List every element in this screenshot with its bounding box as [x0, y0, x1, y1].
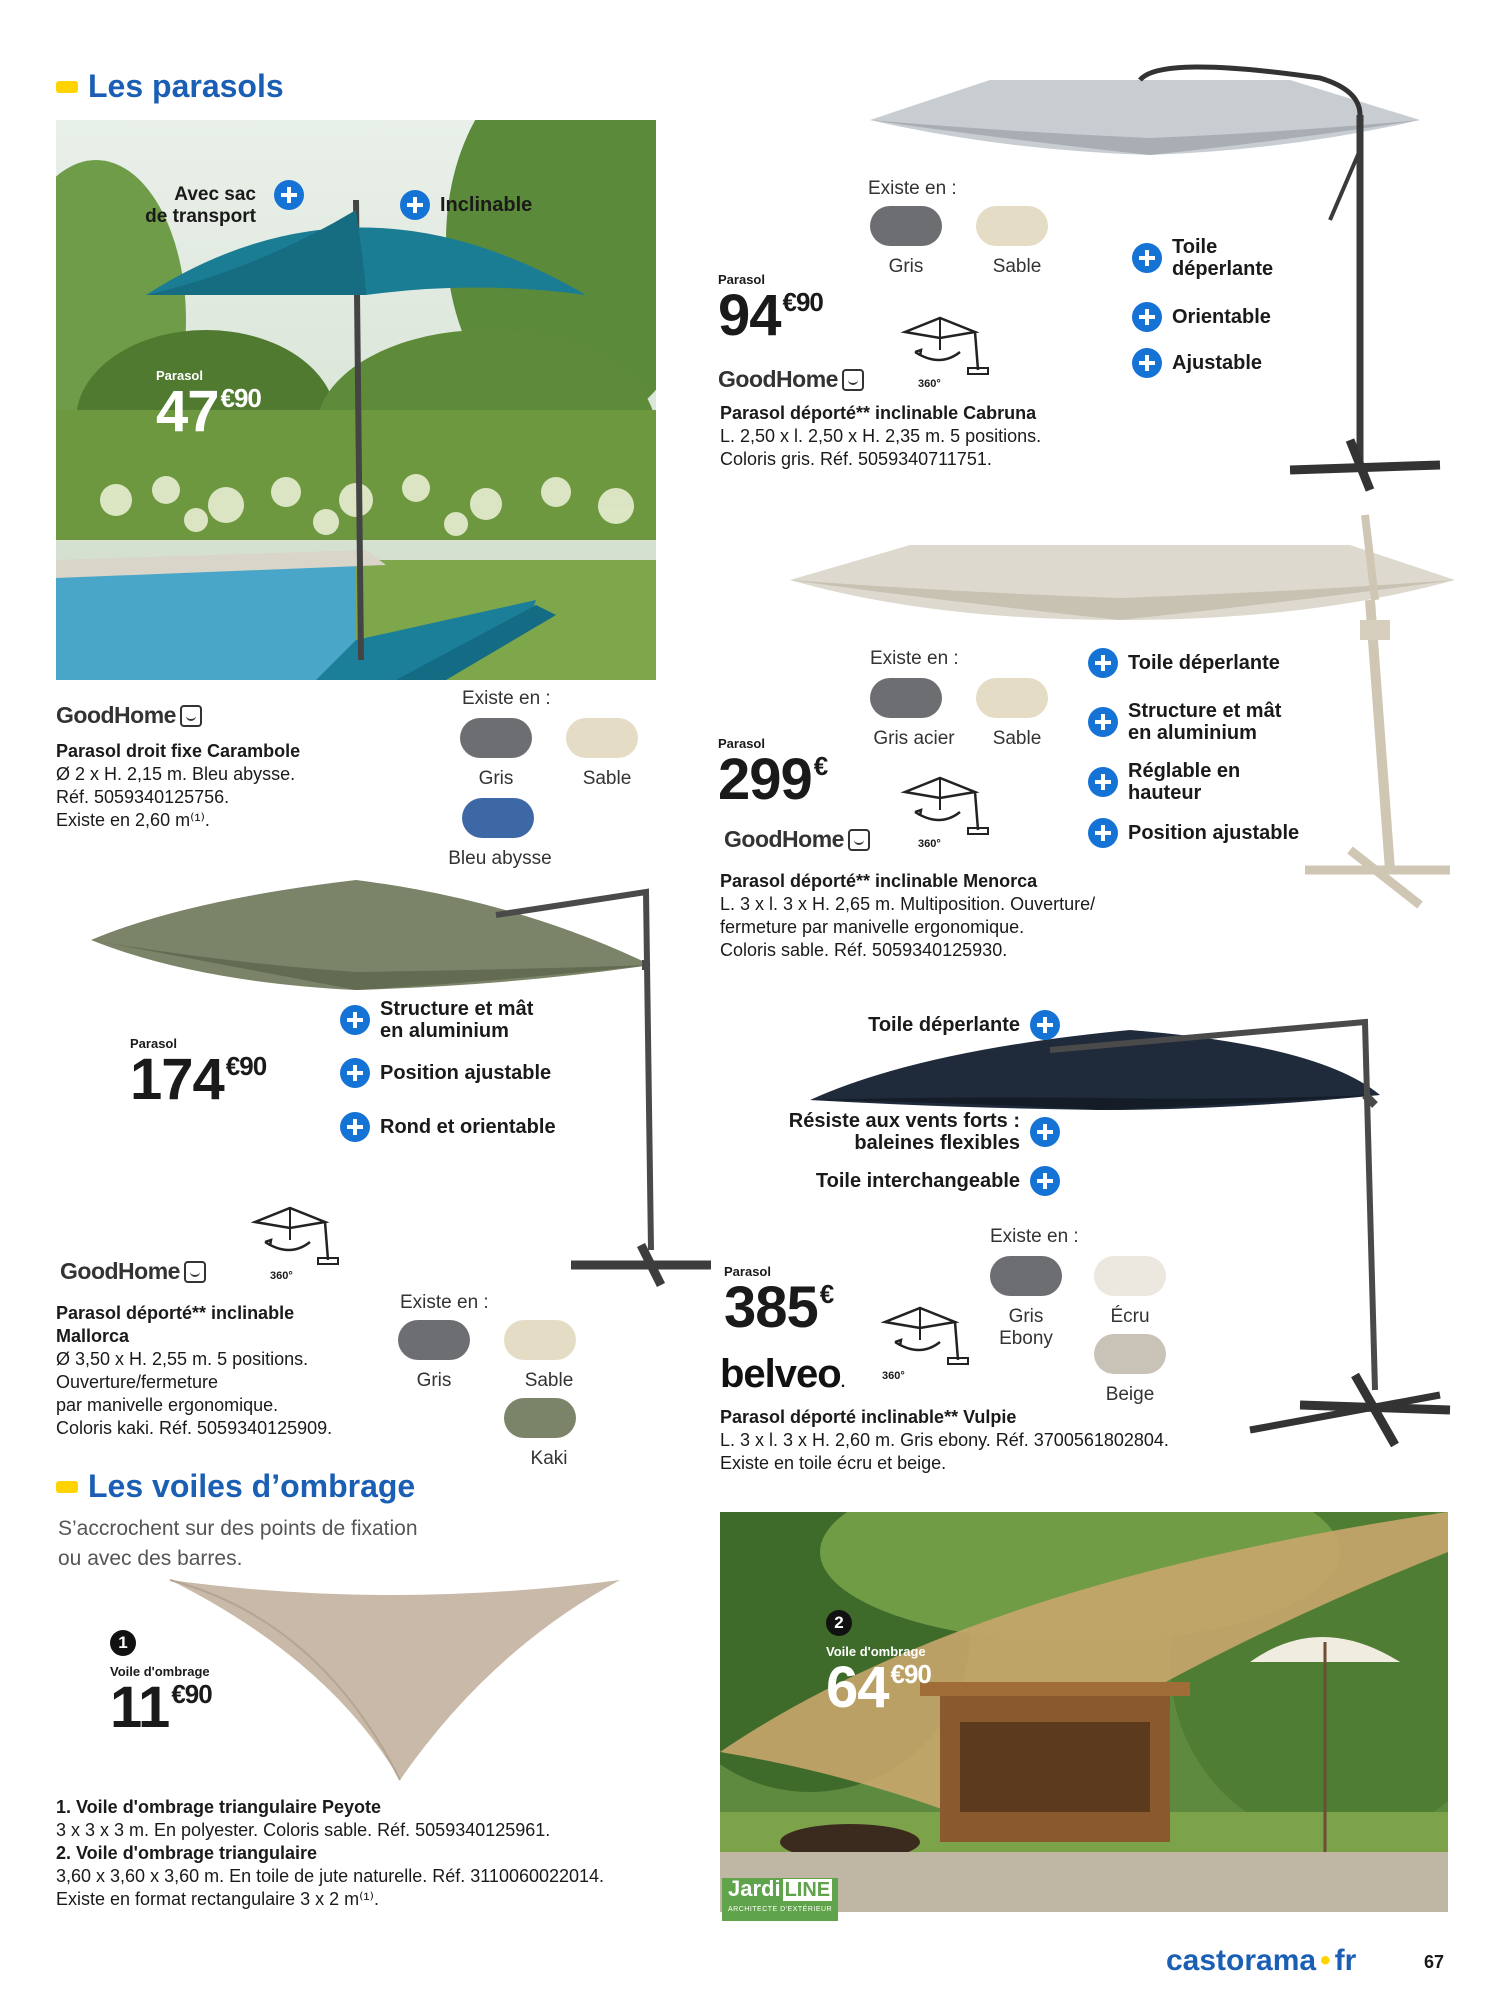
goodhome-logo-icon: [848, 829, 870, 851]
number-badge: 1: [110, 1630, 136, 1656]
rotation-label: 360°: [918, 838, 941, 850]
swatch-bleu-abysse: [462, 798, 534, 838]
swatch-gris: [398, 1320, 470, 1360]
feature-orientable: Orientable: [1132, 302, 1271, 332]
swatch-gris-ebony: [990, 1256, 1062, 1296]
feature-resiste-vents: Résiste aux vents forts : baleines flexibles: [700, 1110, 1060, 1154]
description-menorca: Parasol déporté** inclinable Menorca L. 3 x l. 3 x H. 2,65 m. Multiposition. Ouverture/ fermeture par manivelle ergonomique. Coloris sable. Réf. 5059340125930.: [720, 871, 1096, 960]
swatch-label: Sable: [582, 768, 632, 789]
swatch-sable: [566, 718, 638, 758]
swatch-sable: [976, 678, 1048, 718]
goodhome-logo-icon: [180, 705, 202, 727]
swatch-label: Bleu abysse: [448, 848, 552, 869]
feature-inclinable: Inclinable: [400, 190, 532, 220]
swatch-label: Gris Ebony: [999, 1306, 1053, 1349]
page-number: 67: [1424, 1952, 1445, 1972]
price-block-voile-jute: Voile d'ombrage 64 €90: [826, 1644, 931, 1720]
number-badge: 2: [826, 1610, 852, 1636]
existe-label: Existe en :: [400, 1292, 489, 1313]
swatch-sable: [976, 206, 1048, 246]
brand-goodhome: GoodHome: [724, 826, 870, 853]
existe-label: Existe en :: [870, 648, 959, 669]
description-carambole: Parasol droit fixe Carambole Ø 2 x H. 2,15 m. Bleu abysse. Réf. 5059340125756. Existe en 2,60 m⁽¹⁾.: [56, 741, 301, 830]
price-block-carambole: Parasol 47 €90: [156, 368, 261, 444]
feature-position-ajustable: Position ajustable: [340, 1058, 551, 1088]
rotation-label: 360°: [270, 1270, 293, 1282]
rotation-label: 360°: [918, 378, 941, 390]
swatch-label: Kaki: [530, 1448, 568, 1469]
price-block-menorca: Parasol 299 €: [718, 736, 828, 812]
feature-rond-orientable: Rond et orientable: [340, 1112, 556, 1142]
swatch-label: Gris: [888, 256, 924, 277]
rotation-360-icon: [900, 310, 990, 380]
feature-ajustable: Ajustable: [1132, 348, 1262, 378]
rotation-label: 360°: [882, 1370, 905, 1382]
plus-icon: [274, 180, 304, 210]
existe-label: Existe en :: [868, 178, 957, 199]
description-vulpie: Parasol déporté inclinable** Vulpie L. 3 x l. 3 x H. 2,60 m. Gris ebony. Réf. 3700561802804. Existe en toile écru et beige.: [720, 1407, 1169, 1473]
swatch-label: Beige: [1105, 1384, 1155, 1405]
description-voiles: 1. Voile d'ombrage triangulaire Peyote 3 x 3 x 3 m. En polyester. Coloris sable. Réf. 5059340125961. 2. Voile d'ombrage triangulaire 3,60 x 3,60 x 3,60 m. En toile de jute naturelle. Réf. 3110060022014. Existe en format rectangulaire 3 x 2 m⁽¹⁾.: [56, 1797, 605, 1909]
swatch-label: Gris acier: [873, 728, 955, 749]
brand-goodhome: GoodHome: [56, 702, 202, 729]
existe-label: Existe en :: [990, 1226, 1079, 1247]
feature-toile-deperlante: Toile déperlante: [1132, 236, 1273, 280]
plus-icon: [1088, 818, 1118, 848]
swatch-kaki: [504, 1398, 576, 1438]
brand-belveo: belveo.: [720, 1352, 845, 1396]
swatch-label: Gris: [478, 768, 514, 789]
plus-icon: [1030, 1117, 1060, 1147]
rotation-360-icon: [880, 1300, 970, 1370]
rotation-360-icon: [250, 1200, 340, 1270]
feature-bag-label: Avec sac de transport: [145, 184, 256, 227]
title-marker: [56, 1481, 78, 1493]
section-title-voiles: Les voiles d’ombrage: [56, 1468, 415, 1505]
description-mallorca: Parasol déporté** inclinable Mallorca Ø 3,50 x H. 2,55 m. 5 positions. Ouverture/fermeture par manivelle ergonomique. Coloris kaki. Réf. 5059340125909.: [56, 1303, 333, 1438]
feature-toile-deperlante: Toile déperlante: [1088, 648, 1280, 678]
plus-icon: [1132, 348, 1162, 378]
plus-icon: [1088, 767, 1118, 797]
feature-toile-deperlante: Toile déperlante: [760, 1010, 1060, 1040]
brand-goodhome: GoodHome: [60, 1258, 206, 1285]
feature-reglable-hauteur: Réglable en hauteur: [1088, 760, 1240, 804]
plus-icon: [1132, 302, 1162, 332]
plus-icon: [1088, 707, 1118, 737]
swatch-label: Gris: [416, 1370, 452, 1391]
swatch-sable: [504, 1320, 576, 1360]
existe-label: Existe en :: [462, 688, 551, 709]
price-block-mallorca: Parasol 174 €90: [130, 1036, 267, 1112]
goodhome-logo-icon: [184, 1261, 206, 1283]
plus-icon: [340, 1058, 370, 1088]
goodhome-logo-icon: [842, 369, 864, 391]
plus-icon: [400, 190, 430, 220]
rotation-360-icon: [900, 770, 990, 840]
title-marker: [56, 81, 78, 93]
swatch-beige: [1094, 1334, 1166, 1374]
plus-icon: [340, 1005, 370, 1035]
swatch-label: Écru: [1110, 1306, 1150, 1327]
triangular-shade-sail-illustration: [160, 1570, 630, 1790]
plus-icon: [1030, 1166, 1060, 1196]
swatch-label: Sable: [992, 728, 1042, 749]
plus-icon: [1088, 648, 1118, 678]
price-block-cabruna: Parasol 94 €90: [718, 272, 823, 348]
swatch-gris-acier: [870, 678, 942, 718]
section-title-parasols: Les parasols: [56, 68, 284, 105]
brand-goodhome: GoodHome: [718, 366, 864, 393]
section-subtitle: S’accrochent sur des points de fixation ou avec des barres.: [58, 1517, 418, 1570]
castorama-logo: castorama • fr: [1166, 1944, 1357, 1977]
feature-structure-aluminium: Structure et mât en aluminium: [1088, 700, 1281, 744]
swatch-gris: [460, 718, 532, 758]
feature-toile-interchangeable: Toile interchangeable: [700, 1166, 1060, 1196]
plus-icon: [340, 1112, 370, 1142]
swatch-label: Sable: [524, 1370, 574, 1391]
description-cabruna: Parasol déporté** inclinable Cabruna L. 2,50 x l. 2,50 x H. 2,35 m. 5 positions. Coloris gris. Réf. 5059340711751.: [720, 403, 1042, 469]
price-block-vulpie: Parasol 385 €: [724, 1264, 834, 1340]
jardiline-logo: Jardi LINE ARCHITECTE D'EXTÉRIEUR: [722, 1878, 838, 1921]
swatch-label: Sable: [992, 256, 1042, 277]
price-block-voile-peyote: Voile d'ombrage 11 €90: [110, 1664, 212, 1740]
plus-icon: [1030, 1010, 1060, 1040]
feature-position-ajustable: Position ajustable: [1088, 818, 1299, 848]
swatch-gris: [870, 206, 942, 246]
plus-icon: [1132, 243, 1162, 273]
swatch-ecru: [1094, 1256, 1166, 1296]
feature-structure-aluminium: Structure et mât en aluminium: [340, 998, 533, 1042]
